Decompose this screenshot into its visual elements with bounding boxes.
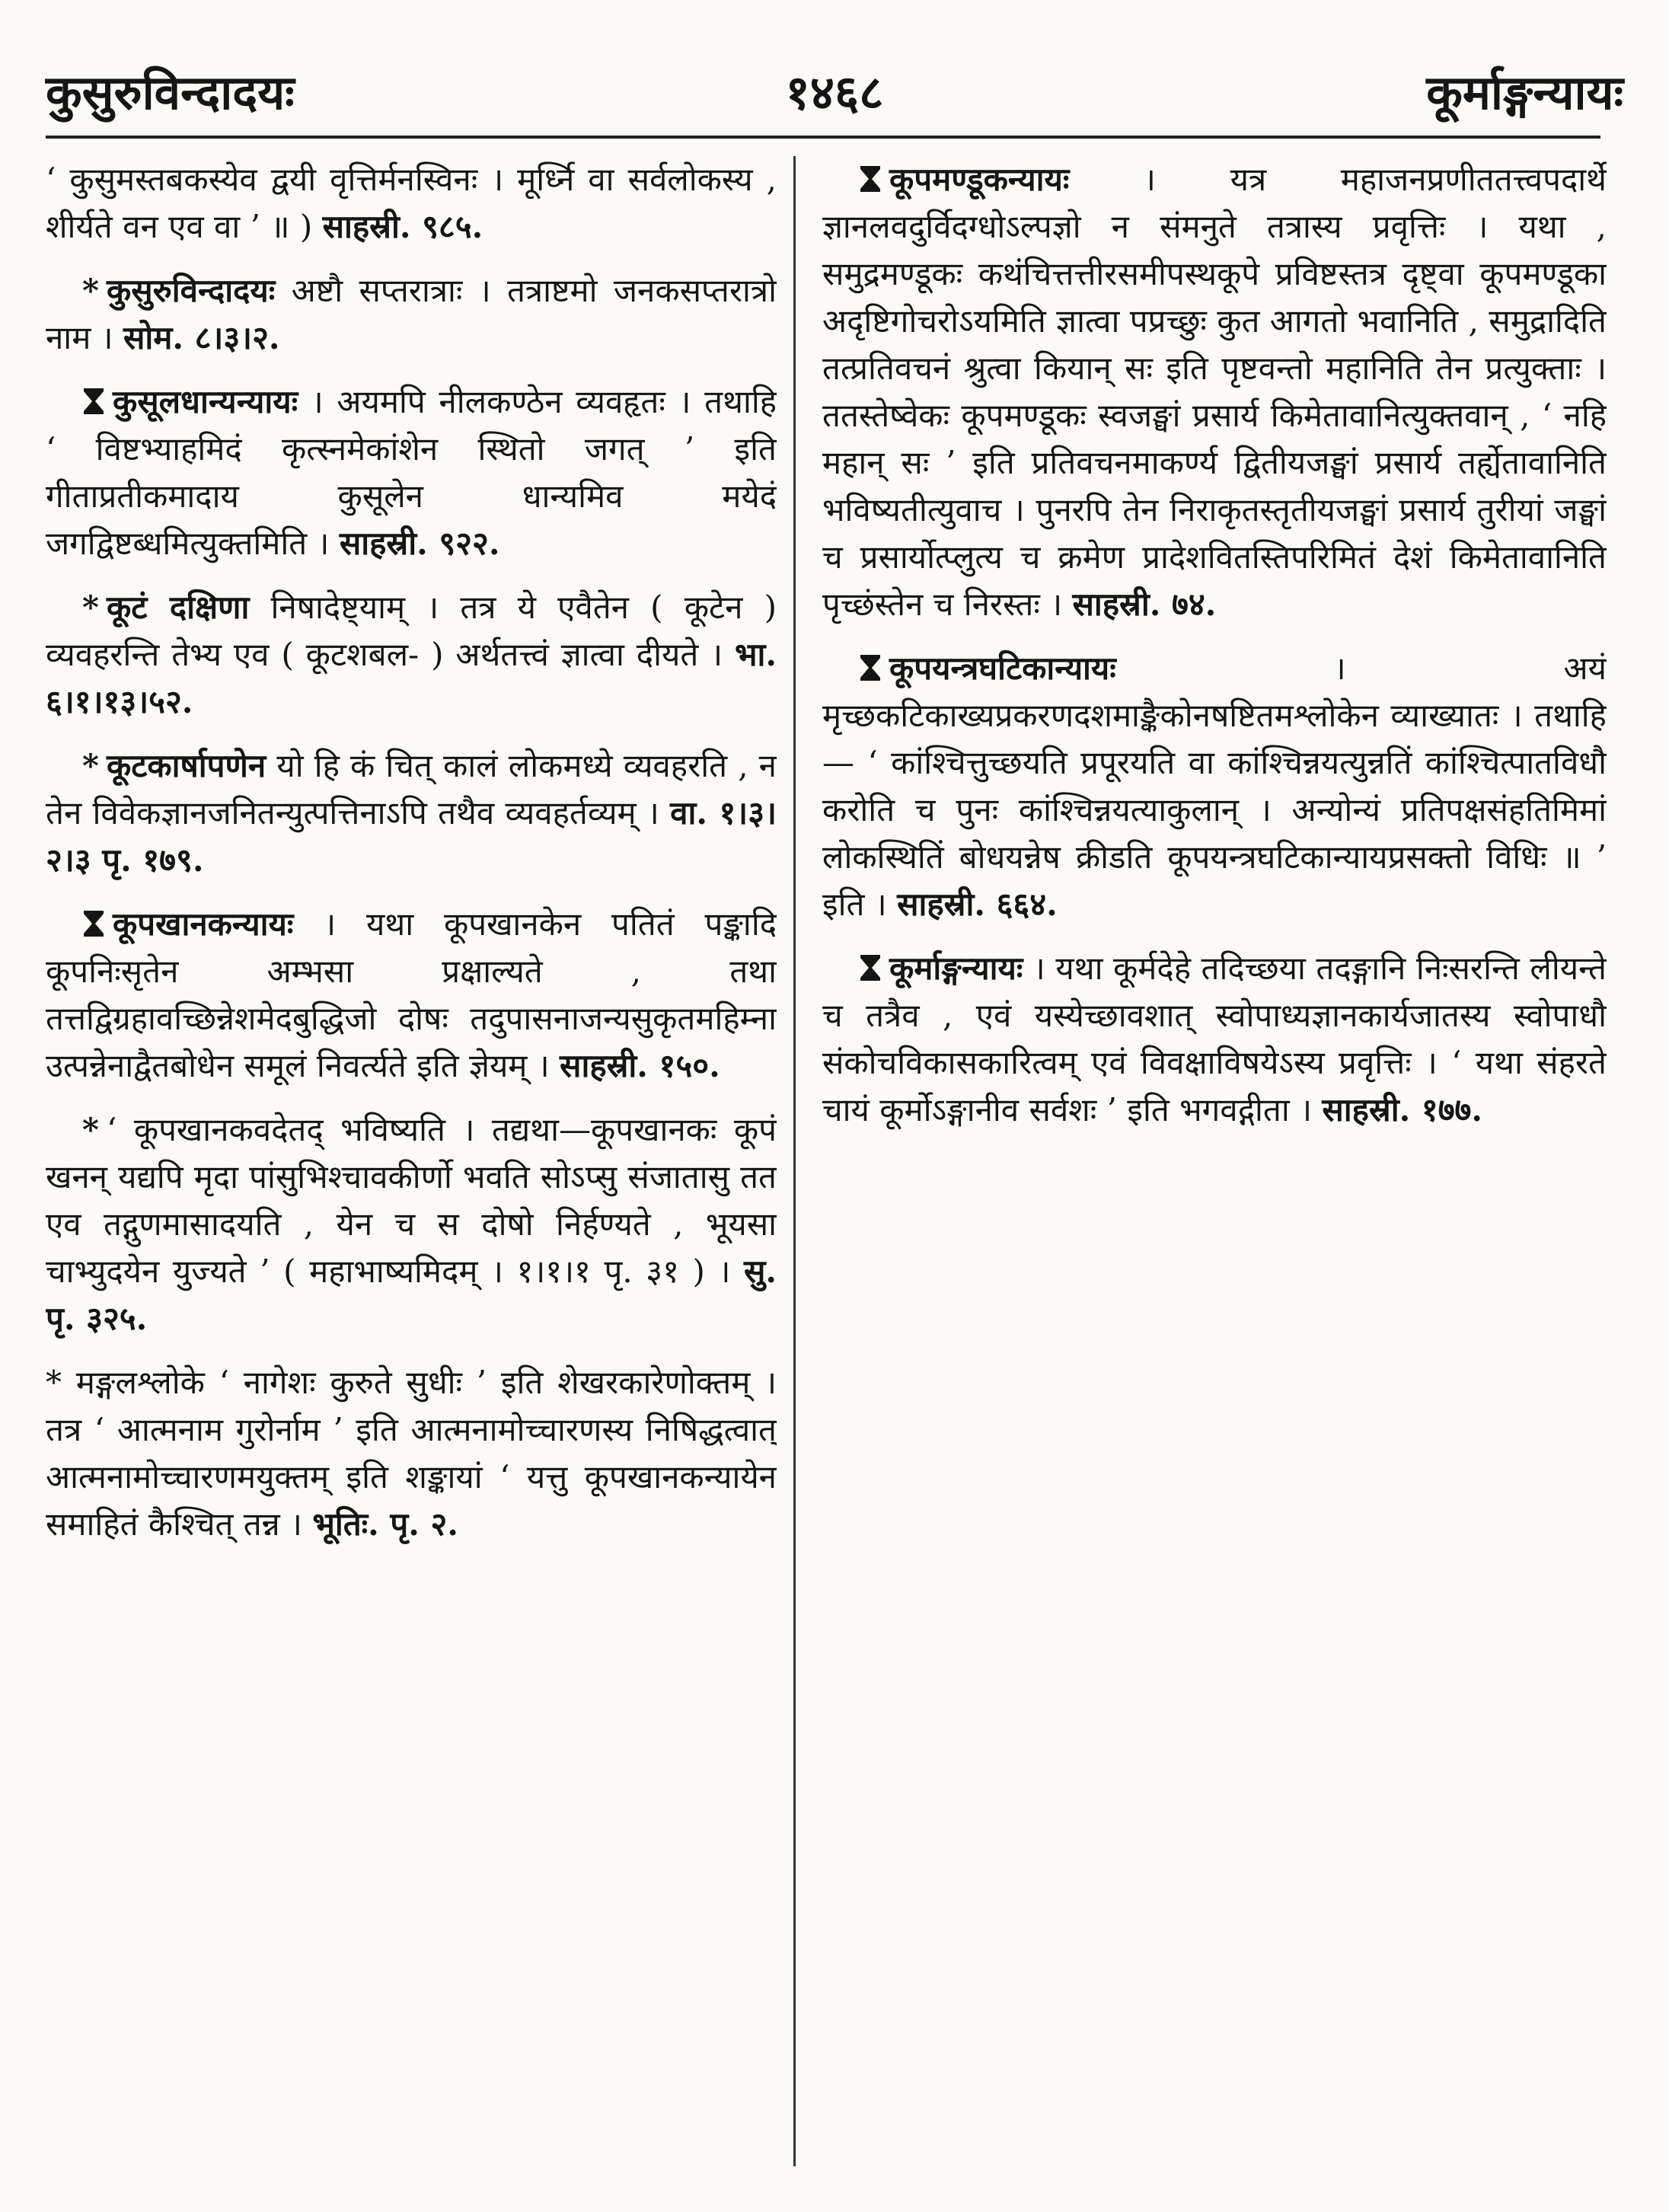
entry-headword: कूपयन्त्रघटिकान्यायः — [889, 650, 1116, 687]
header-last-headword: कूर्माङ्गन्यायः — [1426, 65, 1623, 120]
hourglass-icon — [859, 953, 882, 982]
dictionary-entry — [46, 378, 777, 567]
dictionary-entry — [822, 156, 1607, 628]
dictionary-entry — [46, 267, 777, 362]
right-column — [822, 156, 1607, 2182]
hourglass-icon — [859, 653, 882, 682]
entry-text: । अयमपि नीलकण्ठेन व्यवहृतः । तथाहि ‘ विष्टभ्याहमिदं कृत्स्नमेकांशेन स्थितो जगत् ’ इति गीताप्रतीकमादाय कुसूलेन धान्यमिव मयेदं जगद्विष्टब्धमित्युक्तमिति । — [46, 383, 777, 562]
dictionary-entry — [46, 742, 777, 884]
entry-reference: साहस्री. ७४. — [1072, 586, 1217, 623]
entry-text: यो हि कं चित् कालं लोकमध्ये व्यवहरति , न तेन विवेकज्ञानजनितन्युत्पत्तिनाऽपि तथैव व्यवहर्तव्यम् । — [46, 747, 777, 831]
running-header — [46, 44, 1623, 128]
entry-reference: भा. ६।१।१३।५२. — [46, 636, 777, 720]
entry-text: निषादेष्ट्याम् । तत्र ये एवैतेन ( कूटेन ) व्यवहरन्ति तेभ्य एव ( कूटशबल- ) अर्थतत्त्वं ज्ञात्वा दीयते । — [46, 589, 777, 673]
star-marker: * — [82, 272, 99, 309]
entry-headword: कुसूलधान्यन्यायः — [113, 383, 298, 420]
entry-reference: साहस्री. १७७. — [1322, 1091, 1482, 1128]
entry-headword: कूटकार्षापणेन — [106, 747, 266, 784]
dictionary-entry — [46, 156, 777, 251]
entry-reference: साहस्री. १५०. — [560, 1047, 720, 1084]
entry-headword: कूपमण्डूकन्यायः — [889, 161, 1070, 198]
hourglass-icon — [82, 387, 105, 416]
entry-text: ‘ कूपखानकवदेतद् भविष्यति । तद्यथा—कूपखानकः कूपं खनन् यद्यपि मृदा पांसुभिश्चावकीर्णो भवति सोऽप्सु संजातासु तत एव तद्गुणमासादयति , येन च स दोषो निर्हण्यते , भूयसा चाभ्युदयेन युज्यते ’ ( महाभाष्यमिदम् । १।१।१ पृ. ३१ ) । — [46, 1111, 777, 1290]
entry-headword: कूटं दक्षिणा — [106, 589, 250, 626]
star-marker: * — [82, 747, 99, 784]
entry-reference: सु. पृ. ३२५. — [46, 1253, 777, 1337]
entry-text: अष्टौ सप्तरात्राः । तत्राष्टमो जनकसप्तरात्रो नाम । — [46, 272, 777, 356]
left-column — [46, 156, 777, 2182]
entry-reference: साहस्री. ६६४. — [897, 886, 1058, 923]
page-number: १४६८ — [785, 65, 884, 120]
hourglass-icon — [859, 164, 882, 193]
dictionary-entry — [46, 901, 777, 1090]
dictionary-entry — [46, 1106, 777, 1342]
entry-headword: कुसुरुविन्दादयः — [106, 272, 276, 309]
header-first-headword: कुसुरुविन्दादयः — [46, 65, 295, 120]
entry-reference: भूतिः. पृ. २. — [312, 1505, 458, 1543]
entry-text: । अयं मृच्छकटिकाख्यप्रकरणदशमाङ्कैकोनषष्टितमश्लोकेन व्याख्यातः । तथाहि— ‘ कांश्चित्तुच्छयति प्रपूरयति वा कांश्चिन्नयत्युन्नतिं कांश्चित्पातविधौ करोति च पुनः कांश्चिन्नयत्याकुलान् । अन्योन्यं प्रतिपक्षसंहतिमिमां लोकस्थितिं बोधयन्नेष क्रीडति कूपयन्त्रघटिकान्यायप्रसक्तो विधिः ॥ ’ इति । — [822, 650, 1607, 923]
entry-headword: कूर्माङ्गन्यायः — [889, 950, 1023, 987]
entry-text: । यत्र महाजनप्रणीततत्त्वपदार्थे ज्ञानलवदुर्विदग्धोऽल्पज्ञो न संमनुते तत्रास्य प्रवृत्तिः । यथा , समुद्रमण्डूकः कथंचित्तत्तीरसमीपस्थकूपे प्रविष्टस्तत्र दृष्ट्वा कूपमण्डूका अदृष्टिगोचरोऽयमिति ज्ञात्वा पप्रच्छुः कुत आगतो भवानिति , समुद्रादिति तत्प्रतिवचनं श्रुत्वा कियान् सः इति पृष्टवन्तो महानिति तेन प्रत्युक्ताः । ततस्तेष्वेकः कूपमण्डूकः स्वजङ्घां प्रसार्य किमेतावानित्युक्तवान् , ‘ नहि महान् सः ’ इति प्रतिवचनमाकर्ण्य द्वितीयजङ्घां प्रसार्य तर्ह्येतावानिति भविष्यतीत्युवाच । पुनरपि तेन निराकृतस्तृतीयजङ्घां प्रसार्य तुरीयां जङ्घां च प्रसार्योत्प्लुत्य च क्रमेण प्रादेशवितस्तिपरिमितं देशं किमेतावानिति पृच्छंस्तेन च निरस्तः । — [822, 161, 1607, 623]
entry-reference: साहस्री. ९८५. — [322, 208, 483, 245]
column-divider — [793, 156, 796, 2166]
entry-text: ‘ कुसुमस्तबकस्येव द्वयी वृत्तिर्मनस्विनः । मूर्ध्नि वा सर्वलोकस्य , शीर्यते वन एव वा ’ ॥ ) — [46, 161, 777, 245]
dictionary-entry — [822, 645, 1607, 928]
star-marker: * — [82, 1111, 99, 1148]
star-marker: * — [82, 589, 99, 626]
entry-reference: वा. १।३।२।३ पृ. १७९. — [46, 794, 777, 879]
dictionary-entry — [46, 1359, 777, 1548]
dictionary-entry — [822, 945, 1607, 1134]
entry-reference: सोम. ८।३।२. — [123, 319, 280, 356]
dictionary-entry — [46, 584, 777, 726]
entry-text: । यथा कूपखानकेन पतितं पङ्कादि कूपनिःसृतेन अम्भसा प्रक्षाल्यते , तथा तत्तद्विग्रहावच्छिन्नेशमेदबुद्धिजो दोषः तदुपासनाजन्यसुकृतमहिम्ना उत्पन्नेनाद्वैतबोधेन समूलं निवर्त्यते इति ज्ञेयम् । — [46, 905, 777, 1084]
entry-text: । यथा कूर्मदेहे तदिच्छया तदङ्गानि निःसरन्ति लीयन्ते च तत्रैव , एवं यस्येच्छावशात् स्वोपाध्यज्ञानकार्यजातस्य स्वोपाधौ संकोचविकासकारित्वम् एवं विवक्षाविषयेऽस्य प्रवृत्तिः । ‘ यथा संहरते चायं कूर्मोऽङ्गानीव सर्वशः ’ इति भगवद्गीता । — [822, 950, 1607, 1128]
entry-headword: कूपखानकन्यायः — [113, 905, 294, 943]
entry-reference: साहस्री. ९२२. — [339, 525, 500, 562]
header-rule — [46, 136, 1600, 139]
hourglass-icon — [82, 909, 105, 938]
entry-text: * मङ्गलश्लोके ‘ नागेशः कुरुते सुधीः ’ इति शेखरकारेणोक्तम् । तत्र ‘ आत्मनाम गुरोर्नाम ’ इति आत्मनामोच्चारणस्य निषिद्धत्वात् आत्मनामोच्चारणमयुक्तम् इति शङ्कायां ‘ यत्तु कूपखानकन्यायेन समाहितं कैश्चित् तन्न । — [46, 1364, 777, 1543]
